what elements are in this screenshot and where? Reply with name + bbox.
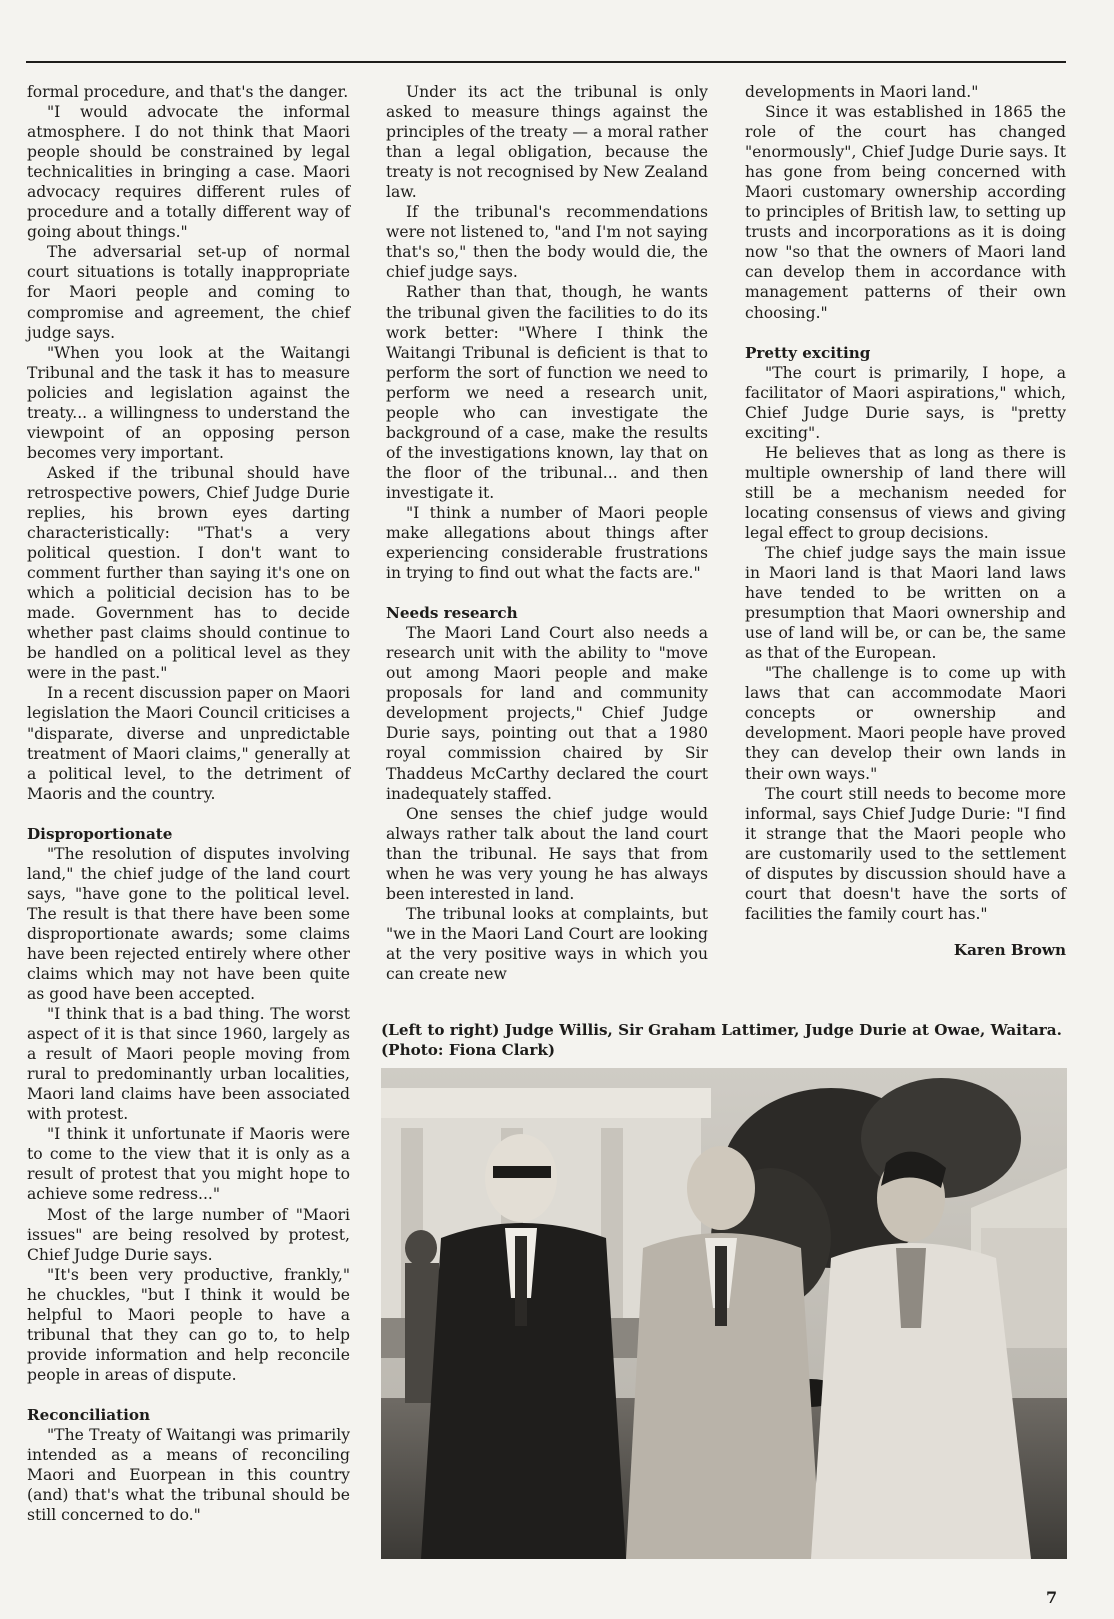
top-rule: [26, 61, 1066, 63]
paragraph: "The resolution of disputes involving land," the chief judge of the land court says, "have gone to the political level. The result is that there have been some disproportionate awards; some claims have been rejected entirely where other claims which may not have been quite as good have been accepted.: [27, 844, 350, 1004]
paragraph: "The court is primarily, I hope, a facilitator of Maori aspirations," which, Chief Judge Durie says, is "pretty exciting".: [745, 363, 1066, 442]
paragraph: Under its act the tribunal is only asked to measure things against the principles of the treaty — a moral rather than a legal obligation, because the treaty is not recognised by New Zealand law.: [386, 83, 708, 202]
paragraph: He believes that as long as there is multiple ownership of land there will still be a mechanism needed for locating consensus of views and giving legal effect to group decisions.: [745, 443, 1066, 542]
page-number: 7: [1046, 1588, 1058, 1607]
paragraph: "The challenge is to come up with laws that can accommodate Maori concepts or ownership and development. Maori people have proved they can develop their own lands in their own ways.": [745, 664, 1066, 783]
paragraph: developments in Maori land.": [745, 83, 979, 101]
paragraph: "I think a number of Maori people make allegations about things after experiencing considerable frustrations in trying to find out what the facts are.": [386, 503, 708, 583]
paragraph: Rather than that, though, he wants the tribunal given the facilities to do its work better: "Where I think the Waitangi Tribunal is deficient is that to perform the sort of function we need to perform we need a research unit, people who can investigate the background of a case, make the results of the investigations known, lay that on the floor of the tribunal... and then investigate it.: [386, 283, 708, 502]
photo-three-judges: [381, 1068, 1067, 1559]
section-gap: [386, 583, 708, 603]
subheading-needs-research: Needs research: [386, 604, 518, 623]
photo-caption: (Left to right) Judge Willis, Sir Graham Lattimer, Judge Durie at Owae, Waitara. (Photo: Fiona Clark): [381, 1021, 1062, 1059]
paragraph: "I think it unfortunate if Maoris were to come to the view that it is only as a result of protest that you might hope to achieve some redress...": [27, 1125, 350, 1204]
article-column-1: [27, 82, 350, 1525]
paragraph: One senses the chief judge would always rather talk about the land court than the tribunal. He says that from when he was very young he has always been interested in land.: [386, 804, 708, 903]
section-gap: [27, 804, 350, 824]
paragraph: In a recent discussion paper on Maori legislation the Maori Council criticises a "disparate, diverse and unpredictable treatment of Maori claims," generally at a political level, to the detriment of Maoris and the country.: [27, 684, 350, 803]
article-column-3: [745, 82, 1066, 960]
paragraph: Most of the large number of "Maori issues" are being resolved by protest, Chief Judge Durie says.: [27, 1205, 350, 1264]
section-gap: [745, 323, 1066, 343]
paragraph: "It's been very productive, frankly," he chuckles, "but I think it would be helpful to Maori people to have a tribunal that they can go to, to help provide information and help reconcile people in areas of dispute.: [27, 1265, 350, 1384]
subheading-disproportionate: Disproportionate: [27, 824, 173, 843]
section-gap: [27, 1385, 350, 1405]
paragraph: If the tribunal's recommendations were not listened to, "and I'm not saying that's so," then the body would die, the chief judge says.: [386, 203, 708, 282]
subheading-reconciliation: Reconciliation: [27, 1405, 151, 1424]
paragraph: The court still needs to become more informal, says Chief Judge Durie: "I find it strange that the Maori people who are customarily used to the settlement of disputes by discussion should have a court that doesn't have the sorts of facilities the family court has.": [745, 784, 1066, 923]
paragraph: The chief judge says the main issue in Maori land is that Maori land laws have tended to be written on a presumption that Maori ownership and use of land will be, or can be, the same as that of the European.: [745, 543, 1066, 663]
paragraph: Since it was established in 1865 the role of the court has changed "enormously", Chief Judge Durie says. It has gone from being concerned with Maori customary ownership according to principles of British law, to setting up trusts and incorporations as it is doing now "so that the owners of Maori land can develop them in accordance with management patterns of their own choosing.": [745, 103, 1066, 322]
subheading-pretty-exciting: Pretty exciting: [745, 343, 871, 362]
paragraph: "The Treaty of Waitangi was primarily intended as a means of reconciling Maori and Euorpean in this country (and) that's what the tribunal should be still concerned to do.": [27, 1425, 350, 1525]
paragraph: "When you look at the Waitangi Tribunal and the task it has to measure policies and legislation against the treaty... a willingness to understand the viewpoint of an opposing person becomes very important.: [27, 343, 350, 462]
paragraph: "I think that is a bad thing. The worst aspect of it is that since 1960, largely as a result of Maori people moving from rural to predominantly urban localities, Maori land claims have been associated with protest.: [27, 1005, 350, 1124]
paragraph: The tribunal looks at complaints, but "we in the Maori Land Court are looking at the very positive ways in which you can create new: [386, 904, 708, 983]
paragraph: The Maori Land Court also needs a research unit with the ability to "move out among Maori people and make proposals for land and community development projects," Chief Judge Durie says, pointing out that a 1980 royal commission chaired by Sir Thaddeus McCarthy declared the court inadequately staffed.: [386, 624, 708, 803]
paragraph: "I would advocate the informal atmosphere. I do not think that Maori people should be constrained by legal technicalities in bringing a case. Maori advocacy requires different rules of procedure and a totally different way of going about things.": [27, 103, 350, 242]
paragraph: Asked if the tribunal should have retrospective powers, Chief Judge Durie replies, his brown eyes darting characteristically: "That's a very political question. I don't want to comment further than saying it's one on which a politicial decision has to be made. Government has to decide whether past claims should continue to be handled on a political level as they were in the past.": [27, 463, 350, 683]
paragraph: formal procedure, and that's the danger.: [27, 83, 349, 101]
article-column-2: [386, 82, 708, 984]
paragraph: The adversarial set-up of normal court situations is totally inappropriate for Maori people and coming to compromise and agreement, the chief judge says.: [27, 243, 350, 342]
author-byline: Karen Brown: [953, 940, 1066, 959]
